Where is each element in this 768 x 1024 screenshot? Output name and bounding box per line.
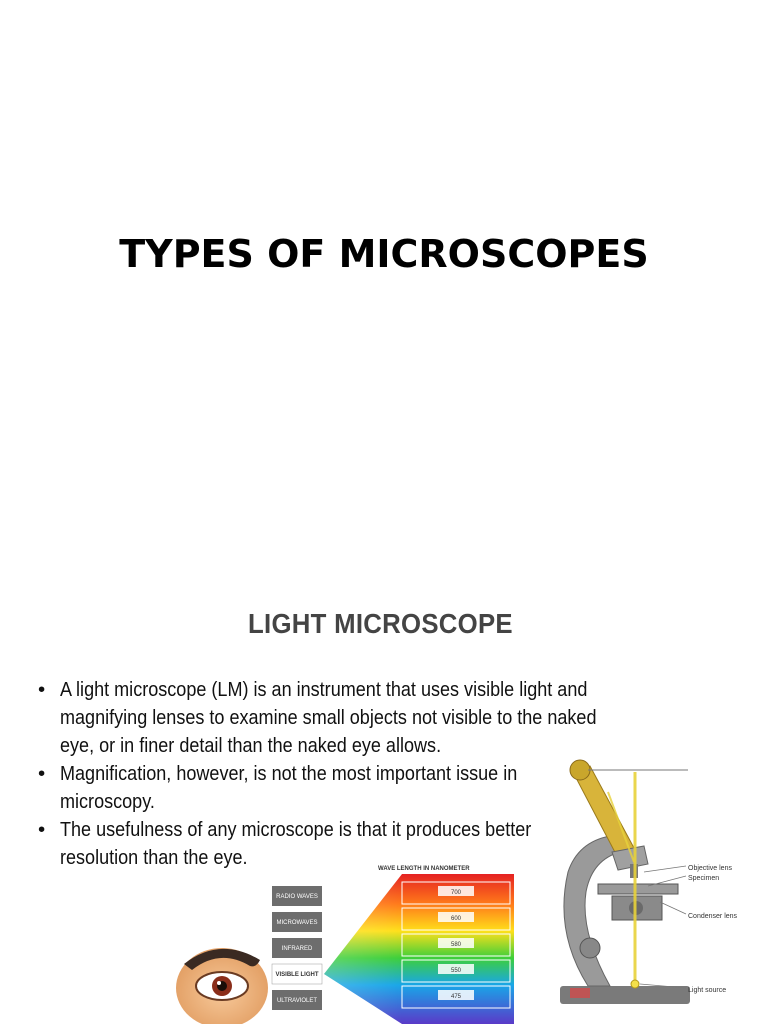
- bullet-line: Magnification, however, is not the most important issue in: [60, 762, 518, 785]
- bullet-line: microscopy.: [60, 790, 155, 813]
- bullet-icon: •: [38, 818, 46, 841]
- bullet-line: A light microscope (LM) is an instrument that uses visible light and: [60, 678, 588, 701]
- bullet-line: magnifying lenses to examine small objects not visible to the naked: [60, 706, 597, 729]
- band-label: RADIO WAVES: [276, 894, 318, 900]
- microscope-diagram: [548, 752, 764, 1014]
- band-label: INFRARED: [281, 946, 313, 952]
- wavelength-label: 550: [450, 968, 462, 974]
- wavelength-label: 580: [450, 942, 462, 948]
- band-list: [272, 886, 322, 1010]
- bullet-line: resolution than the eye.: [60, 846, 248, 869]
- eye-icon: [172, 930, 272, 1024]
- spectrum-diagram: [270, 856, 520, 1024]
- objective-label: Objective lens: [688, 865, 732, 872]
- wavelength-label: 475: [450, 994, 462, 1000]
- band-label: ULTRAVIOLET: [276, 998, 318, 1004]
- bullet-icon: •: [38, 762, 46, 785]
- bullet-line: The usefulness of any microscope is that it produces better: [60, 818, 532, 841]
- bullet-line: eye, or in finer detail than the naked eye allows.: [60, 734, 442, 757]
- stage: [598, 884, 678, 894]
- wavelength-label: 600: [450, 916, 462, 922]
- slide-title: TYPES OF MICROSCOPES: [119, 232, 649, 276]
- eyepiece: [570, 760, 590, 780]
- light-microscope-slide: [0, 560, 768, 1024]
- wavelength-label: 700: [450, 890, 462, 896]
- bullet-icon: •: [38, 678, 46, 701]
- specimen-label: Specimen: [688, 875, 720, 882]
- spectrum-header: WAVE LENGTH IN NANOMETER: [378, 866, 470, 872]
- section-heading: LIGHT MICROSCOPE: [248, 608, 513, 639]
- condenser-label: Condenser lens: [688, 913, 738, 920]
- bullet-item: [34, 676, 654, 760]
- band-label: MICROWAVES: [276, 920, 318, 926]
- light-source-label: Light source: [688, 987, 727, 994]
- light-source-icon: [631, 980, 639, 988]
- band-label: VISIBLE LIGHT: [275, 972, 319, 978]
